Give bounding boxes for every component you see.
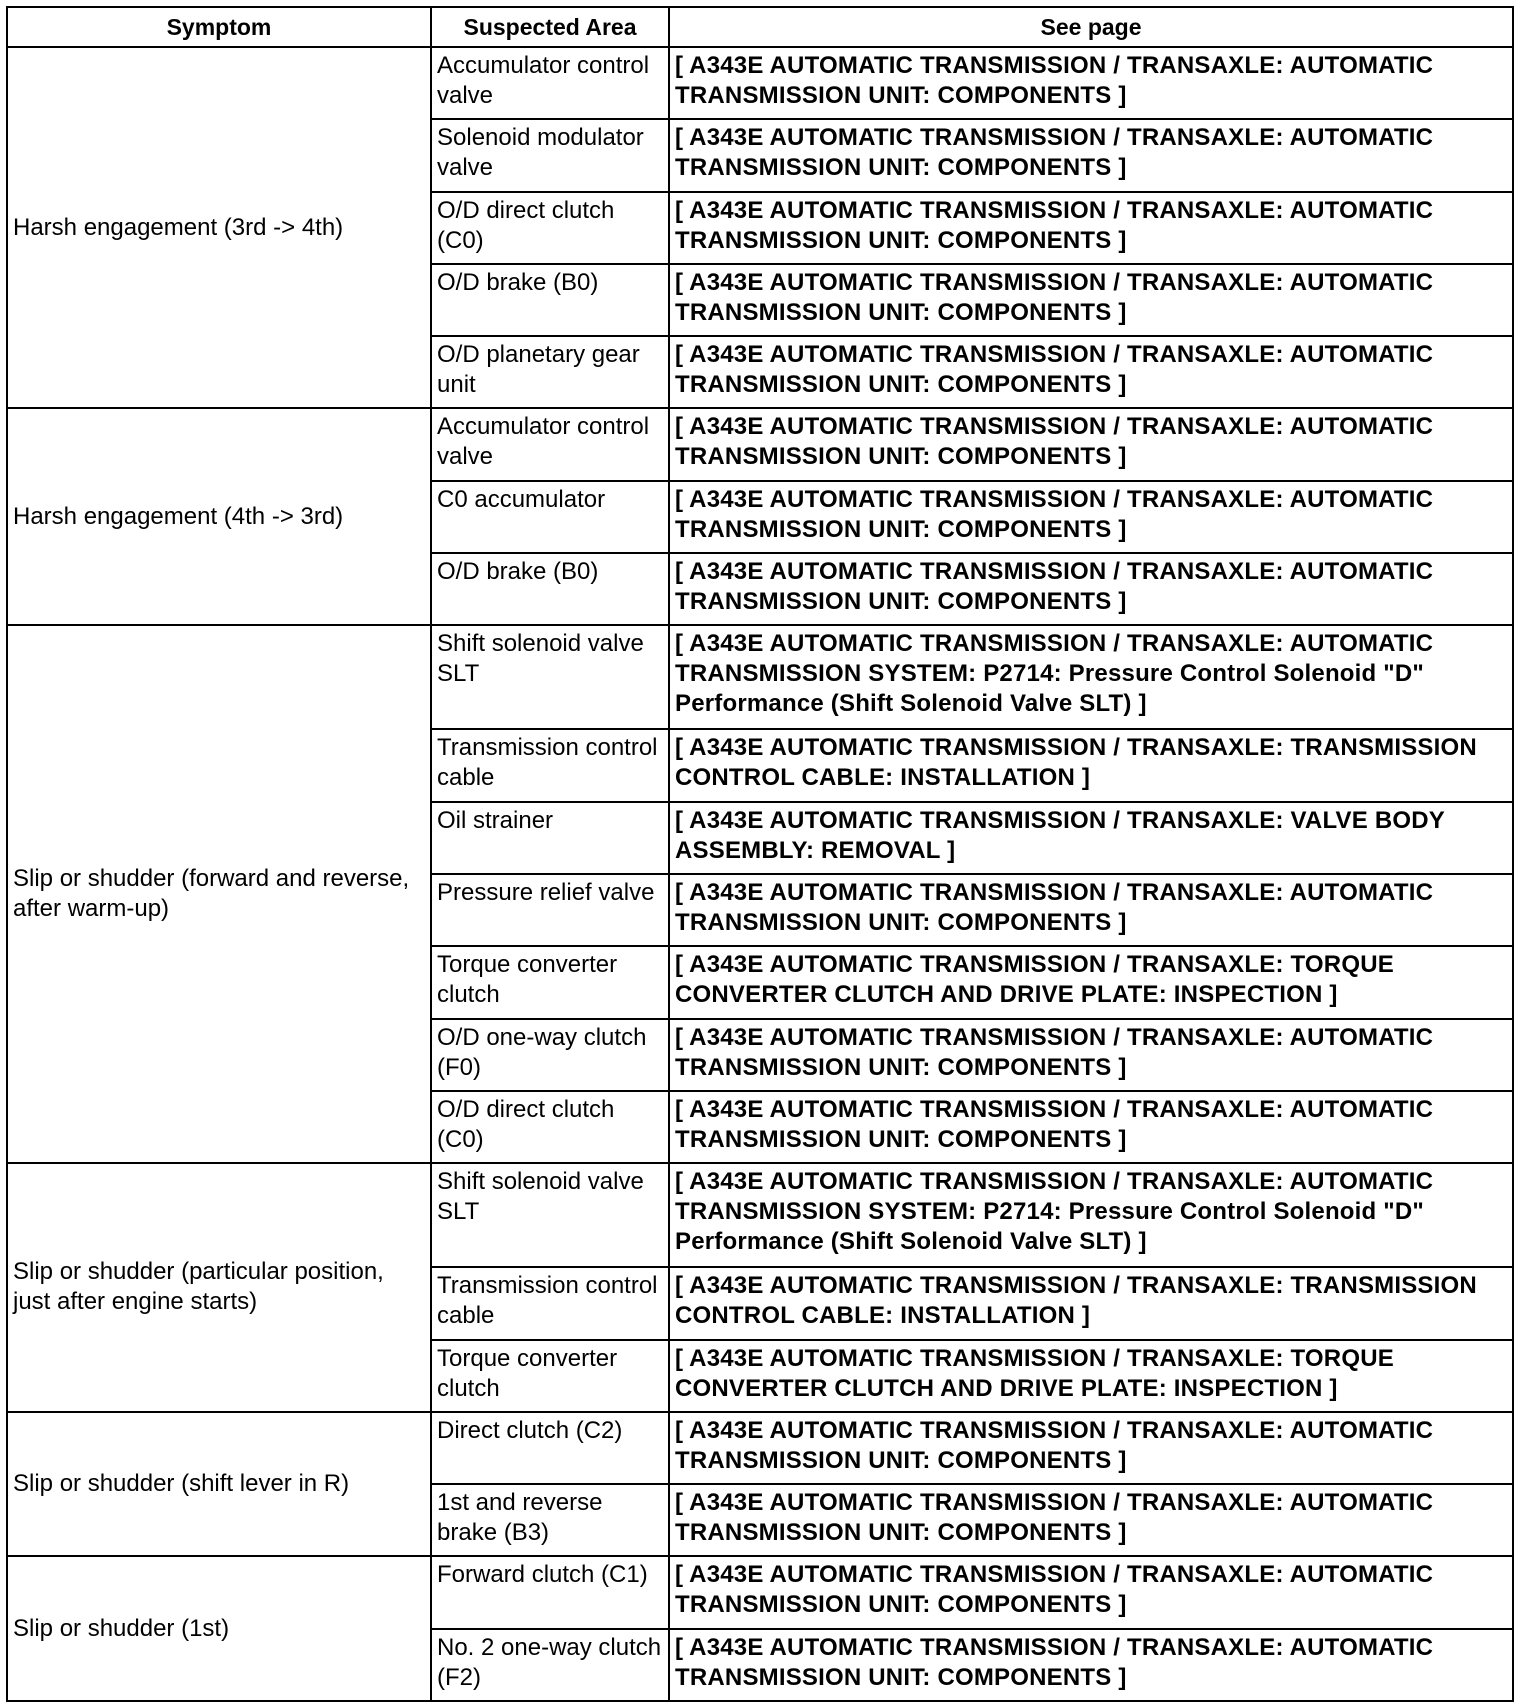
symptom-cell: Harsh engagement (4th -> 3rd) <box>7 408 431 625</box>
see-page-link[interactable]: [ A343E AUTOMATIC TRANSMISSION / TRANSAXLE: AUTOMATIC TRANSMISSION UNIT: COMPONENTS ] <box>669 553 1513 625</box>
suspected-area-cell: Torque converter clutch <box>431 946 669 1018</box>
page <box>6 6 1514 1702</box>
see-page-link[interactable]: [ A343E AUTOMATIC TRANSMISSION / TRANSAXLE: AUTOMATIC TRANSMISSION SYSTEM: P2714: Pressure Control Solenoid "D" Performance (Shift Solenoid Valve SLT) ] <box>669 1163 1513 1267</box>
see-page-link[interactable]: [ A343E AUTOMATIC TRANSMISSION / TRANSAXLE: AUTOMATIC TRANSMISSION UNIT: COMPONENTS ] <box>669 408 1513 480</box>
see-page-link[interactable]: [ A343E AUTOMATIC TRANSMISSION / TRANSAXLE: AUTOMATIC TRANSMISSION UNIT: COMPONENTS ] <box>669 192 1513 264</box>
suspected-area-cell: 1st and reverse brake (B3) <box>431 1484 669 1556</box>
suspected-area-cell: O/D one-way clutch (F0) <box>431 1019 669 1091</box>
suspected-area-cell: No. 2 one-way clutch (F2) <box>431 1629 669 1701</box>
table-row <box>7 408 1513 480</box>
suspected-area-cell: Solenoid modulator valve <box>431 119 669 191</box>
see-page-link[interactable]: [ A343E AUTOMATIC TRANSMISSION / TRANSAXLE: AUTOMATIC TRANSMISSION UNIT: COMPONENTS ] <box>669 481 1513 553</box>
suspected-area-cell: Torque converter clutch <box>431 1340 669 1412</box>
see-page-link[interactable]: [ A343E AUTOMATIC TRANSMISSION / TRANSAXLE: AUTOMATIC TRANSMISSION UNIT: COMPONENTS ] <box>669 1629 1513 1701</box>
suspected-area-cell: Shift solenoid valve SLT <box>431 625 669 729</box>
see-page-link[interactable]: [ A343E AUTOMATIC TRANSMISSION / TRANSAXLE: AUTOMATIC TRANSMISSION UNIT: COMPONENTS ] <box>669 336 1513 408</box>
suspected-area-cell: C0 accumulator <box>431 481 669 553</box>
table-row <box>7 1163 1513 1267</box>
symptom-cell: Slip or shudder (shift lever in R) <box>7 1412 431 1557</box>
see-page-link[interactable]: [ A343E AUTOMATIC TRANSMISSION / TRANSAXLE: AUTOMATIC TRANSMISSION UNIT: COMPONENTS ] <box>669 874 1513 946</box>
suspected-area-cell: O/D brake (B0) <box>431 264 669 336</box>
see-page-link[interactable]: [ A343E AUTOMATIC TRANSMISSION / TRANSAXLE: TORQUE CONVERTER CLUTCH AND DRIVE PLATE: INSPECTION ] <box>669 1340 1513 1412</box>
see-page-link[interactable]: [ A343E AUTOMATIC TRANSMISSION / TRANSAXLE: AUTOMATIC TRANSMISSION UNIT: COMPONENTS ] <box>669 119 1513 191</box>
see-page-link[interactable]: [ A343E AUTOMATIC TRANSMISSION / TRANSAXLE: AUTOMATIC TRANSMISSION UNIT: COMPONENTS ] <box>669 1412 1513 1484</box>
see-page-link[interactable]: [ A343E AUTOMATIC TRANSMISSION / TRANSAXLE: AUTOMATIC TRANSMISSION UNIT: COMPONENTS ] <box>669 47 1513 119</box>
symptom-cell: Harsh engagement (3rd -> 4th) <box>7 47 431 408</box>
suspected-area-cell: Accumulator control valve <box>431 408 669 480</box>
symptom-cell: Slip or shudder (particular position, just after engine starts) <box>7 1163 431 1412</box>
see-page-link[interactable]: [ A343E AUTOMATIC TRANSMISSION / TRANSAXLE: AUTOMATIC TRANSMISSION UNIT: COMPONENTS ] <box>669 1484 1513 1556</box>
symptom-table <box>6 6 1514 1702</box>
see-page-link[interactable]: [ A343E AUTOMATIC TRANSMISSION / TRANSAXLE: TRANSMISSION CONTROL CABLE: INSTALLATION ] <box>669 1267 1513 1339</box>
suspected-area-cell: Accumulator control valve <box>431 47 669 119</box>
suspected-area-cell: Forward clutch (C1) <box>431 1556 669 1628</box>
see-page-link[interactable]: [ A343E AUTOMATIC TRANSMISSION / TRANSAXLE: TORQUE CONVERTER CLUTCH AND DRIVE PLATE: INSPECTION ] <box>669 946 1513 1018</box>
see-page-link[interactable]: [ A343E AUTOMATIC TRANSMISSION / TRANSAXLE: AUTOMATIC TRANSMISSION SYSTEM: P2714: Pressure Control Solenoid "D" Performance (Shift Solenoid Valve SLT) ] <box>669 625 1513 729</box>
see-page-link[interactable]: [ A343E AUTOMATIC TRANSMISSION / TRANSAXLE: AUTOMATIC TRANSMISSION UNIT: COMPONENTS ] <box>669 1556 1513 1628</box>
suspected-area-cell: Oil strainer <box>431 802 669 874</box>
suspected-area-cell: O/D direct clutch (C0) <box>431 1091 669 1163</box>
suspected-area-cell: Transmission control cable <box>431 729 669 801</box>
header-suspected-area: Suspected Area <box>431 7 669 47</box>
suspected-area-cell: O/D direct clutch (C0) <box>431 192 669 264</box>
table-row <box>7 1556 1513 1628</box>
table-body <box>7 47 1513 1701</box>
suspected-area-cell: O/D brake (B0) <box>431 553 669 625</box>
header-see-page: See page <box>669 7 1513 47</box>
suspected-area-cell: O/D planetary gear unit <box>431 336 669 408</box>
see-page-link[interactable]: [ A343E AUTOMATIC TRANSMISSION / TRANSAXLE: AUTOMATIC TRANSMISSION UNIT: COMPONENTS ] <box>669 1019 1513 1091</box>
see-page-link[interactable]: [ A343E AUTOMATIC TRANSMISSION / TRANSAXLE: AUTOMATIC TRANSMISSION UNIT: COMPONENTS ] <box>669 1091 1513 1163</box>
see-page-link[interactable]: [ A343E AUTOMATIC TRANSMISSION / TRANSAXLE: VALVE BODY ASSEMBLY: REMOVAL ] <box>669 802 1513 874</box>
suspected-area-cell: Shift solenoid valve SLT <box>431 1163 669 1267</box>
table-row <box>7 1412 1513 1484</box>
suspected-area-cell: Pressure relief valve <box>431 874 669 946</box>
see-page-link[interactable]: [ A343E AUTOMATIC TRANSMISSION / TRANSAXLE: TRANSMISSION CONTROL CABLE: INSTALLATION ] <box>669 729 1513 801</box>
header-row <box>7 7 1513 47</box>
table-row <box>7 47 1513 119</box>
suspected-area-cell: Direct clutch (C2) <box>431 1412 669 1484</box>
symptom-cell: Slip or shudder (forward and reverse, after warm-up) <box>7 625 431 1163</box>
symptom-cell: Slip or shudder (1st) <box>7 1556 431 1701</box>
suspected-area-cell: Transmission control cable <box>431 1267 669 1339</box>
see-page-link[interactable]: [ A343E AUTOMATIC TRANSMISSION / TRANSAXLE: AUTOMATIC TRANSMISSION UNIT: COMPONENTS ] <box>669 264 1513 336</box>
table-row <box>7 625 1513 729</box>
header-symptom: Symptom <box>7 7 431 47</box>
